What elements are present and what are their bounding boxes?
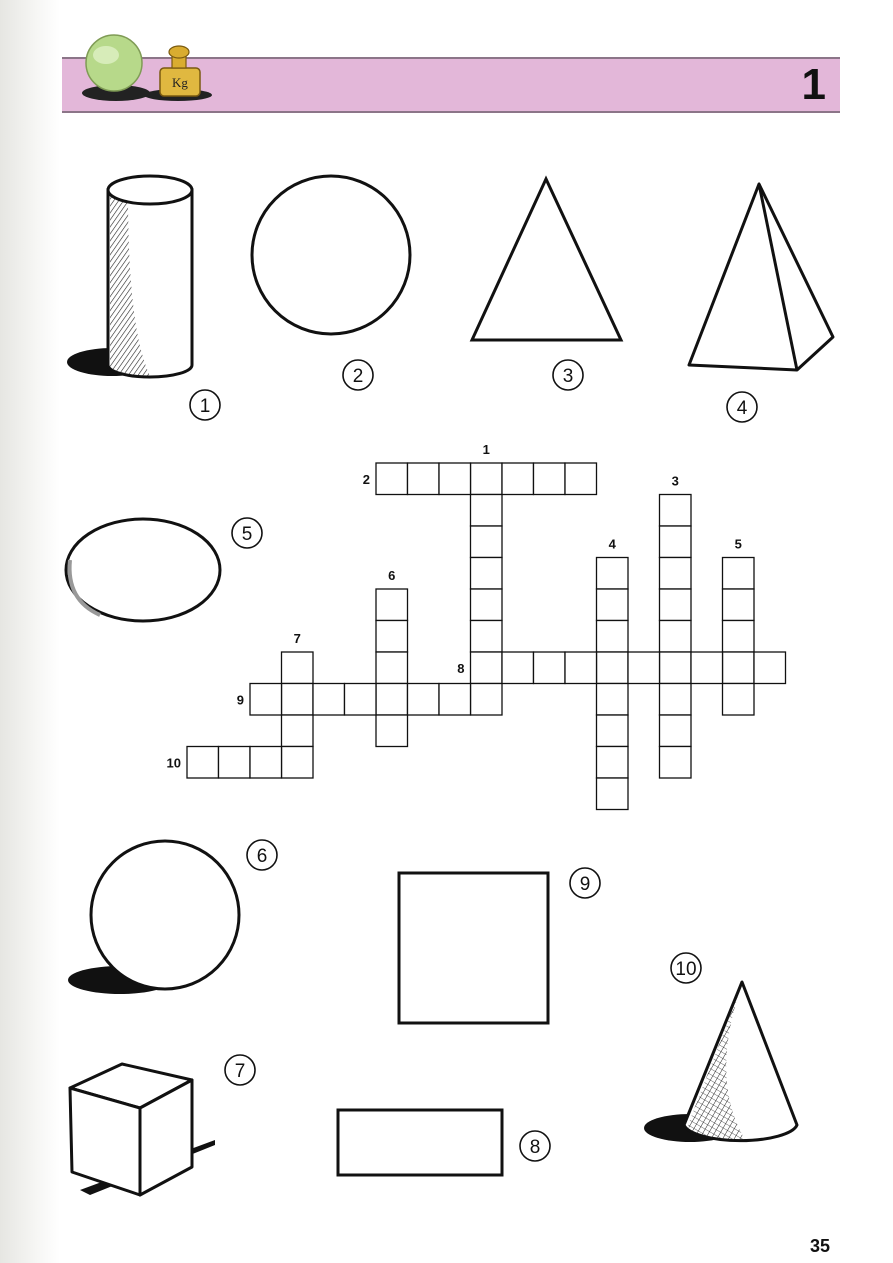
oval-shape xyxy=(66,519,220,621)
crossword-cell[interactable] xyxy=(471,621,503,653)
shape-label-cone xyxy=(671,953,701,983)
svg-text:9: 9 xyxy=(579,874,591,895)
crossword-clue-number: 6 xyxy=(388,568,396,583)
crossword-cell[interactable] xyxy=(597,621,629,653)
crossword-clue-number: 9 xyxy=(236,692,244,708)
cylinder-shape xyxy=(67,176,192,377)
svg-text:4: 4 xyxy=(736,398,748,419)
crossword-clue-number: 7 xyxy=(293,631,301,646)
cone-shape xyxy=(644,982,797,1142)
crossword-cell[interactable] xyxy=(597,558,629,590)
shape-label-cylinder xyxy=(190,390,220,420)
svg-text:8: 8 xyxy=(529,1137,541,1158)
crossword-cell[interactable] xyxy=(660,526,692,558)
shape-label-rectangle xyxy=(520,1131,550,1161)
crossword-cell[interactable] xyxy=(439,463,471,495)
crossword-cell[interactable] xyxy=(660,715,692,747)
crossword-cell[interactable] xyxy=(534,463,566,495)
crossword-cell[interactable] xyxy=(187,747,219,779)
ball-icon xyxy=(82,35,150,101)
crossword-cell[interactable] xyxy=(471,463,503,495)
shape-label-triangle xyxy=(553,360,583,390)
sphere-shape xyxy=(68,841,239,994)
crossword-clue-number: 4 xyxy=(608,536,616,552)
crossword-cell[interactable] xyxy=(565,652,597,684)
rectangle-shape xyxy=(338,1110,502,1175)
chapter-number: 1 xyxy=(801,60,826,109)
crossword-cell[interactable] xyxy=(723,589,755,621)
svg-text:1: 1 xyxy=(199,396,211,417)
svg-text:10: 10 xyxy=(675,959,697,980)
crossword-cell[interactable] xyxy=(723,684,755,716)
crossword-cell[interactable] xyxy=(597,715,629,747)
crossword-clue-number: 2 xyxy=(362,471,370,487)
crossword-cell[interactable] xyxy=(219,747,251,779)
crossword-grid xyxy=(167,442,786,810)
crossword-cell[interactable] xyxy=(502,652,534,684)
crossword-cell[interactable] xyxy=(660,747,692,779)
crossword-cell[interactable] xyxy=(660,558,692,590)
crossword-cell[interactable] xyxy=(502,463,534,495)
weight-icon xyxy=(144,46,212,101)
crossword-cell[interactable] xyxy=(345,684,377,716)
crossword-cell[interactable] xyxy=(376,589,408,621)
svg-text:3: 3 xyxy=(562,366,574,387)
cube-shape xyxy=(70,1064,215,1195)
crossword-cell[interactable] xyxy=(723,652,755,684)
crossword-cell[interactable] xyxy=(282,684,314,716)
crossword-cell[interactable] xyxy=(376,715,408,747)
circle-shape xyxy=(252,176,410,334)
crossword-cell[interactable] xyxy=(376,652,408,684)
crossword-cell[interactable] xyxy=(723,621,755,653)
crossword-cell[interactable] xyxy=(628,652,660,684)
crossword-clue-number: 3 xyxy=(671,473,679,489)
crossword-cell[interactable] xyxy=(597,589,629,621)
crossword-cell[interactable] xyxy=(660,589,692,621)
crossword-clue-number: 8 xyxy=(457,660,465,676)
crossword-cell[interactable] xyxy=(597,747,629,779)
shape-label-square xyxy=(570,868,600,898)
crossword-clue-number: 1 xyxy=(482,442,490,457)
shape-label-sphere xyxy=(247,840,277,870)
square-shape xyxy=(399,873,548,1023)
crossword-cell[interactable] xyxy=(597,778,629,810)
svg-text:6: 6 xyxy=(256,846,268,867)
crossword-cell[interactable] xyxy=(754,652,786,684)
crossword-cell[interactable] xyxy=(282,715,314,747)
crossword-cell[interactable] xyxy=(471,526,503,558)
crossword-cell[interactable] xyxy=(660,495,692,527)
crossword-cell[interactable] xyxy=(660,684,692,716)
crossword-cell[interactable] xyxy=(439,684,471,716)
triangle-shape xyxy=(472,179,621,340)
crossword-cell[interactable] xyxy=(597,684,629,716)
crossword-cell[interactable] xyxy=(282,747,314,779)
crossword-cell[interactable] xyxy=(534,652,566,684)
crossword-cell[interactable] xyxy=(376,463,408,495)
crossword-cell[interactable] xyxy=(282,652,314,684)
crossword-cell[interactable] xyxy=(408,684,440,716)
crossword-cell[interactable] xyxy=(597,652,629,684)
crossword-cell[interactable] xyxy=(691,652,723,684)
crossword-cell[interactable] xyxy=(313,684,345,716)
crossword-cell[interactable] xyxy=(723,558,755,590)
crossword-cell[interactable] xyxy=(471,495,503,527)
shape-label-cube xyxy=(225,1055,255,1085)
page-number: 35 xyxy=(810,1236,831,1256)
weight-label: Kg xyxy=(172,75,188,90)
crossword-cell[interactable] xyxy=(471,558,503,590)
crossword-clue-number: 10 xyxy=(166,755,181,771)
pyramid-shape xyxy=(689,184,833,370)
shape-label-pyramid xyxy=(727,392,757,422)
crossword-cell[interactable] xyxy=(250,684,282,716)
svg-text:2: 2 xyxy=(352,366,364,387)
shape-label-circle xyxy=(343,360,373,390)
crossword-cell[interactable] xyxy=(376,621,408,653)
crossword-cell[interactable] xyxy=(376,684,408,716)
crossword-cell[interactable] xyxy=(565,463,597,495)
svg-text:5: 5 xyxy=(241,524,253,545)
shape-label-oval xyxy=(232,518,262,548)
svg-text:7: 7 xyxy=(234,1061,246,1082)
crossword-cell[interactable] xyxy=(250,747,282,779)
crossword-cell[interactable] xyxy=(471,589,503,621)
crossword-cell[interactable] xyxy=(660,652,692,684)
crossword-clue-number: 5 xyxy=(734,536,742,552)
crossword-cell[interactable] xyxy=(660,621,692,653)
crossword-cell[interactable] xyxy=(471,652,503,684)
crossword-cell[interactable] xyxy=(471,684,503,716)
crossword-cell[interactable] xyxy=(408,463,440,495)
